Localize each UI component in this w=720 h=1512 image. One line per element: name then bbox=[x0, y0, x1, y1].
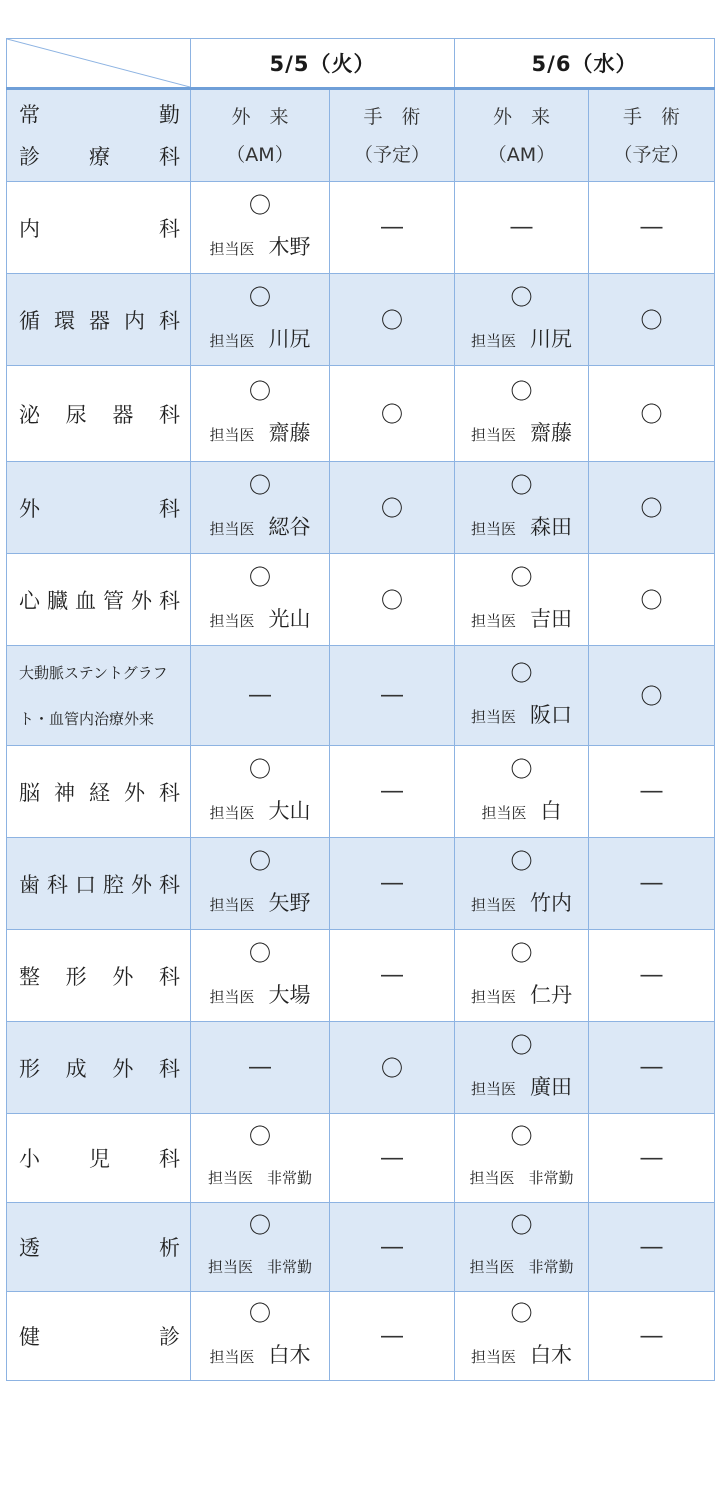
department-name-line2: ト・血管内治療外来 bbox=[19, 709, 155, 728]
header-char: 勤 bbox=[159, 102, 180, 127]
dash-mark: ― bbox=[381, 683, 403, 708]
header-char: 科 bbox=[159, 144, 180, 169]
doctor-assignment bbox=[455, 413, 588, 455]
day1-outpatient-cell bbox=[191, 1022, 330, 1114]
department-char: 内 bbox=[124, 308, 145, 333]
department-name-cell bbox=[7, 182, 191, 274]
circle-mark: 〇 bbox=[510, 1033, 533, 1059]
doctor-assignment bbox=[455, 695, 588, 737]
department-row bbox=[7, 646, 715, 746]
doctor-label: 担当医 bbox=[470, 425, 516, 444]
department-name bbox=[19, 961, 180, 991]
doctor-label: 担当医 bbox=[207, 1169, 253, 1187]
department-name bbox=[19, 1053, 180, 1083]
day1-outpatient-cell bbox=[191, 1292, 330, 1381]
day2-outpatient-cell bbox=[455, 1292, 589, 1381]
day1-outpatient-cell bbox=[191, 1114, 330, 1203]
doctor-label: 担当医 bbox=[209, 519, 255, 538]
day1-surgery-cell bbox=[330, 646, 455, 746]
doctor-name: 非常勤 bbox=[528, 1169, 574, 1187]
day2-outpatient-cell bbox=[455, 366, 589, 462]
corner-cell bbox=[7, 39, 191, 89]
department-char: 臓 bbox=[47, 588, 68, 613]
department-char: 歯 bbox=[19, 872, 40, 897]
circle-mark: 〇 bbox=[248, 849, 271, 875]
date1-header: 5/5（火） bbox=[191, 39, 455, 89]
circle-mark: 〇 bbox=[510, 1125, 533, 1150]
circle-mark: 〇 bbox=[510, 285, 533, 311]
department-row bbox=[7, 838, 715, 930]
dash-mark: ― bbox=[640, 215, 663, 240]
department-name-cell bbox=[7, 1022, 191, 1114]
header-char: 診 bbox=[19, 144, 40, 169]
doctor-label: 担当医 bbox=[209, 425, 255, 444]
doctor-assignment bbox=[455, 975, 588, 1017]
doctor-name: 白 bbox=[540, 798, 562, 823]
circle-mark: 〇 bbox=[510, 1214, 533, 1239]
doctor-name: 非常勤 bbox=[528, 1258, 574, 1276]
day1-outpatient-cell bbox=[191, 462, 330, 554]
doctor-name: 非常勤 bbox=[267, 1258, 313, 1276]
department-char: 経 bbox=[89, 780, 110, 805]
department-char: 科 bbox=[158, 964, 180, 989]
surgery-label: 手 術 bbox=[363, 105, 421, 128]
day2-surgery-cell bbox=[589, 1114, 715, 1203]
doctor-assignment bbox=[191, 507, 329, 549]
department-name bbox=[19, 399, 180, 429]
doctor-name: 矢野 bbox=[268, 890, 311, 915]
department-row bbox=[7, 1114, 715, 1203]
corner-diagonal bbox=[7, 39, 190, 87]
department-char: 内 bbox=[19, 216, 40, 241]
d2-outpatient-header bbox=[455, 89, 589, 182]
department-char: 器 bbox=[89, 308, 110, 333]
department-name-cell bbox=[7, 366, 191, 462]
doctor-name: 森田 bbox=[530, 514, 572, 539]
doctor-name: 吉田 bbox=[530, 606, 572, 631]
department-char: 科 bbox=[159, 216, 180, 241]
day1-outpatient-cell bbox=[191, 554, 330, 646]
doctor-name: 大山 bbox=[268, 798, 311, 823]
doctor-label: 担当医 bbox=[470, 1348, 516, 1366]
doctor-assignment bbox=[455, 1158, 588, 1198]
circle-mark: 〇 bbox=[380, 589, 403, 614]
day2-outpatient-cell bbox=[455, 646, 589, 746]
department-char: 科 bbox=[159, 496, 180, 521]
department-char: 腔 bbox=[103, 872, 124, 897]
day1-surgery-cell bbox=[330, 366, 455, 462]
dash-mark: ― bbox=[381, 1323, 403, 1349]
department-name-cell bbox=[7, 274, 191, 366]
header-line-1 bbox=[19, 94, 180, 136]
date-header-row bbox=[7, 39, 715, 89]
date2-header: 5/6（水） bbox=[455, 39, 715, 89]
department-name bbox=[19, 305, 180, 335]
doctor-name: 齋藤 bbox=[268, 420, 311, 445]
doctor-label: 担当医 bbox=[481, 803, 527, 822]
department-row bbox=[7, 746, 715, 838]
department-char: 脳 bbox=[19, 780, 40, 805]
department-row bbox=[7, 462, 715, 554]
department-name-cell bbox=[7, 462, 191, 554]
department-char: 管 bbox=[103, 588, 124, 613]
doctor-name: 齋藤 bbox=[530, 420, 572, 445]
doctor-assignment bbox=[191, 413, 329, 455]
day1-surgery-cell bbox=[330, 182, 455, 274]
department-name-cell bbox=[7, 554, 191, 646]
doctor-name: 竹内 bbox=[530, 890, 572, 915]
dash-mark: ― bbox=[640, 1234, 663, 1260]
doctor-assignment bbox=[191, 791, 329, 833]
day1-surgery-cell bbox=[330, 746, 455, 838]
day2-surgery-cell bbox=[589, 554, 715, 646]
department-row bbox=[7, 182, 715, 274]
department-char: 科 bbox=[47, 872, 68, 897]
doctor-assignment bbox=[191, 1247, 329, 1287]
dash-mark: ― bbox=[640, 1145, 663, 1171]
day2-surgery-cell bbox=[589, 746, 715, 838]
department-char: 科 bbox=[159, 780, 180, 805]
surgery-planned-label: （予定） bbox=[353, 143, 430, 166]
outpatient-label: 外 来 bbox=[231, 105, 289, 128]
doctor-name: 木野 bbox=[268, 234, 311, 259]
outpatient-am-label: （AM） bbox=[226, 143, 294, 166]
department-name bbox=[19, 777, 180, 807]
department-char: 器 bbox=[112, 402, 134, 427]
day1-surgery-cell bbox=[330, 930, 455, 1022]
circle-mark: 〇 bbox=[380, 497, 403, 522]
dash-mark: ― bbox=[640, 779, 663, 804]
day2-outpatient-cell bbox=[455, 1022, 589, 1114]
day1-outpatient-cell bbox=[191, 1203, 330, 1292]
department-char: 診 bbox=[159, 1325, 180, 1349]
doctor-name: 川尻 bbox=[268, 326, 311, 351]
department-char: 外 bbox=[112, 964, 134, 989]
doctor-label: 担当医 bbox=[470, 611, 516, 630]
department-name-cell bbox=[7, 646, 191, 746]
department-char: 尿 bbox=[65, 402, 87, 427]
day2-surgery-cell bbox=[589, 462, 715, 554]
circle-mark: 〇 bbox=[248, 379, 271, 405]
department-char: 外 bbox=[131, 872, 152, 897]
day2-outpatient-cell bbox=[455, 182, 589, 274]
day2-surgery-cell bbox=[589, 838, 715, 930]
day1-outpatient-cell bbox=[191, 182, 330, 274]
circle-mark: 〇 bbox=[510, 473, 533, 499]
day2-outpatient-cell bbox=[455, 746, 589, 838]
day2-surgery-cell bbox=[589, 182, 715, 274]
circle-mark: 〇 bbox=[510, 849, 533, 875]
department-name bbox=[19, 585, 180, 615]
doctor-label: 担当医 bbox=[209, 239, 255, 258]
department-name-cell bbox=[7, 1114, 191, 1203]
doctor-name: 非常勤 bbox=[267, 1169, 313, 1187]
doctor-label: 担当医 bbox=[469, 1169, 515, 1187]
department-char: 外 bbox=[131, 588, 152, 613]
day1-outpatient-cell bbox=[191, 646, 330, 746]
day1-outpatient-cell bbox=[191, 930, 330, 1022]
circle-mark: 〇 bbox=[640, 309, 663, 334]
department-char: 循 bbox=[19, 308, 40, 333]
circle-mark: 〇 bbox=[248, 757, 271, 783]
doctor-assignment bbox=[191, 599, 329, 641]
department-name-line1: 大動脈ステントグラフ bbox=[19, 663, 168, 682]
circle-mark: 〇 bbox=[510, 661, 533, 687]
doctor-assignment bbox=[455, 599, 588, 641]
circle-mark: 〇 bbox=[510, 757, 533, 783]
doctor-label: 担当医 bbox=[209, 895, 255, 914]
department-char: 科 bbox=[159, 1147, 180, 1171]
department-char: 外 bbox=[124, 780, 145, 805]
department-char: 健 bbox=[19, 1325, 40, 1349]
day2-outpatient-cell bbox=[455, 274, 589, 366]
circle-mark: 〇 bbox=[248, 285, 271, 311]
circle-mark: 〇 bbox=[248, 1302, 271, 1327]
doctor-assignment bbox=[455, 319, 588, 361]
header-line-2 bbox=[19, 136, 180, 178]
doctor-assignment bbox=[455, 1067, 588, 1109]
doctor-label: 担当医 bbox=[207, 1258, 253, 1276]
dash-mark: ― bbox=[381, 871, 403, 896]
circle-mark: 〇 bbox=[640, 497, 663, 522]
d1-outpatient-header bbox=[191, 89, 330, 182]
department-name-cell bbox=[7, 1292, 191, 1381]
department-name bbox=[19, 869, 180, 899]
outpatient-label: 外 来 bbox=[492, 105, 550, 128]
dept-column-header bbox=[7, 89, 191, 182]
circle-mark: 〇 bbox=[248, 565, 271, 591]
department-char: 科 bbox=[159, 308, 180, 333]
doctor-name: 大場 bbox=[268, 982, 311, 1007]
circle-mark: 〇 bbox=[640, 589, 663, 614]
header-char: 療 bbox=[89, 144, 110, 169]
circle-mark: 〇 bbox=[510, 1302, 533, 1327]
department-char: 科 bbox=[159, 588, 180, 613]
doctor-label: 担当医 bbox=[209, 1348, 255, 1366]
department-char: 外 bbox=[19, 496, 40, 521]
day2-outpatient-cell bbox=[455, 930, 589, 1022]
day1-outpatient-cell bbox=[191, 274, 330, 366]
doctor-name: 白木 bbox=[268, 1343, 311, 1367]
department-char: 科 bbox=[158, 1056, 180, 1081]
surgery-label: 手 術 bbox=[622, 105, 680, 128]
department-char: 環 bbox=[54, 308, 75, 333]
department-row bbox=[7, 1203, 715, 1292]
department-char: 整 bbox=[19, 964, 40, 989]
department-char: 科 bbox=[159, 872, 180, 897]
day1-surgery-cell bbox=[330, 1292, 455, 1381]
circle-mark: 〇 bbox=[248, 941, 271, 967]
doctor-assignment bbox=[191, 319, 329, 361]
doctor-assignment bbox=[191, 1335, 329, 1377]
department-row bbox=[7, 930, 715, 1022]
doctor-assignment bbox=[455, 507, 588, 549]
department-name-cell bbox=[7, 1203, 191, 1292]
day2-surgery-cell bbox=[589, 366, 715, 462]
day2-surgery-cell bbox=[589, 1292, 715, 1381]
department-char: 口 bbox=[75, 872, 96, 897]
department-row bbox=[7, 1022, 715, 1114]
dash-mark: ― bbox=[510, 215, 533, 240]
day1-surgery-cell bbox=[330, 1203, 455, 1292]
doctor-assignment bbox=[455, 1335, 588, 1377]
day1-outpatient-cell bbox=[191, 366, 330, 462]
day2-outpatient-cell bbox=[455, 838, 589, 930]
day1-surgery-cell bbox=[330, 1114, 455, 1203]
doctor-label: 担当医 bbox=[470, 895, 516, 914]
dash-mark: ― bbox=[381, 779, 403, 804]
dash-mark: ― bbox=[249, 1055, 271, 1080]
doctor-label: 担当医 bbox=[470, 519, 516, 538]
doctor-label: 担当医 bbox=[209, 611, 255, 630]
d1-surgery-header bbox=[330, 89, 455, 182]
department-char: 析 bbox=[159, 1236, 180, 1260]
department-char: 小 bbox=[19, 1147, 40, 1171]
circle-mark: 〇 bbox=[380, 1057, 403, 1082]
circle-mark: 〇 bbox=[380, 309, 403, 334]
dash-mark: ― bbox=[381, 215, 403, 240]
day2-outpatient-cell bbox=[455, 1114, 589, 1203]
doctor-assignment bbox=[455, 791, 588, 833]
circle-mark: 〇 bbox=[248, 193, 271, 219]
day2-surgery-cell bbox=[589, 930, 715, 1022]
doctor-assignment bbox=[191, 975, 329, 1017]
department-name bbox=[19, 1232, 180, 1262]
doctor-label: 担当医 bbox=[470, 1079, 516, 1098]
circle-mark: 〇 bbox=[510, 941, 533, 967]
doctor-label: 担当医 bbox=[209, 803, 255, 822]
surgery-planned-label: （予定） bbox=[613, 143, 690, 166]
dash-mark: ― bbox=[640, 963, 663, 988]
doctor-name: 光山 bbox=[268, 606, 311, 631]
circle-mark: 〇 bbox=[510, 379, 533, 405]
doctor-name: 仁丹 bbox=[530, 982, 572, 1007]
doctor-label: 担当医 bbox=[209, 987, 255, 1006]
department-row bbox=[7, 1292, 715, 1381]
doctor-label: 担当医 bbox=[209, 331, 255, 350]
dash-mark: ― bbox=[381, 1234, 403, 1260]
doctor-assignment bbox=[191, 227, 329, 269]
day2-surgery-cell bbox=[589, 274, 715, 366]
circle-mark: 〇 bbox=[248, 1214, 271, 1239]
department-char: 心 bbox=[19, 588, 40, 613]
department-char: 児 bbox=[89, 1147, 110, 1171]
department-char: 外 bbox=[112, 1056, 134, 1081]
department-name bbox=[19, 1143, 180, 1173]
doctor-assignment bbox=[191, 1158, 329, 1198]
department-char: 血 bbox=[75, 588, 96, 613]
doctor-name: 川尻 bbox=[530, 326, 572, 351]
day2-outpatient-cell bbox=[455, 554, 589, 646]
department-row bbox=[7, 366, 715, 462]
department-char: 泌 bbox=[19, 402, 40, 427]
day1-surgery-cell bbox=[330, 462, 455, 554]
schedule-table bbox=[6, 38, 715, 1381]
doctor-name: 白木 bbox=[530, 1343, 572, 1367]
day1-outpatient-cell bbox=[191, 838, 330, 930]
header-char: 常 bbox=[19, 102, 40, 127]
day1-outpatient-cell bbox=[191, 746, 330, 838]
doctor-label: 担当医 bbox=[469, 1258, 515, 1276]
doctor-name: 廣田 bbox=[530, 1074, 572, 1099]
dash-mark: ― bbox=[249, 683, 271, 708]
day2-outpatient-cell bbox=[455, 1203, 589, 1292]
department-name-cell bbox=[7, 838, 191, 930]
doctor-label: 担当医 bbox=[470, 707, 516, 726]
department-char: 科 bbox=[158, 402, 180, 427]
outpatient-am-label: （AM） bbox=[487, 143, 556, 166]
dash-mark: ― bbox=[640, 1323, 663, 1349]
circle-mark: 〇 bbox=[248, 1125, 271, 1150]
dash-mark: ― bbox=[381, 963, 403, 988]
department-char: 成 bbox=[65, 1056, 87, 1081]
day1-surgery-cell bbox=[330, 1022, 455, 1114]
doctor-label: 担当医 bbox=[470, 987, 516, 1006]
department-char: 形 bbox=[65, 964, 87, 989]
doctor-name: 阪口 bbox=[530, 702, 572, 727]
department-name bbox=[19, 1321, 180, 1351]
circle-mark: 〇 bbox=[510, 565, 533, 591]
day1-surgery-cell bbox=[330, 274, 455, 366]
dash-mark: ― bbox=[381, 1145, 403, 1171]
circle-mark: 〇 bbox=[380, 403, 403, 428]
department-name-cell bbox=[7, 746, 191, 838]
d2-surgery-header bbox=[589, 89, 715, 182]
department-row bbox=[7, 274, 715, 366]
column-header-row bbox=[7, 89, 715, 182]
circle-mark: 〇 bbox=[640, 685, 663, 710]
day2-surgery-cell bbox=[589, 646, 715, 746]
doctor-assignment bbox=[455, 1247, 588, 1287]
department-name bbox=[19, 213, 180, 243]
day2-outpatient-cell bbox=[455, 462, 589, 554]
day2-surgery-cell bbox=[589, 1022, 715, 1114]
department-char: 神 bbox=[54, 780, 75, 805]
day1-surgery-cell bbox=[330, 838, 455, 930]
department-name bbox=[19, 493, 180, 523]
doctor-name: 綛谷 bbox=[268, 514, 311, 539]
doctor-label: 担当医 bbox=[470, 331, 516, 350]
department-row bbox=[7, 554, 715, 646]
department-char: 形 bbox=[19, 1056, 40, 1081]
department-char: 透 bbox=[19, 1236, 40, 1260]
circle-mark: 〇 bbox=[640, 403, 663, 428]
day1-surgery-cell bbox=[330, 554, 455, 646]
day2-surgery-cell bbox=[589, 1203, 715, 1292]
doctor-assignment bbox=[455, 883, 588, 925]
department-name-cell bbox=[7, 930, 191, 1022]
dash-mark: ― bbox=[640, 1055, 663, 1080]
circle-mark: 〇 bbox=[248, 473, 271, 499]
dash-mark: ― bbox=[640, 871, 663, 896]
doctor-assignment bbox=[191, 883, 329, 925]
